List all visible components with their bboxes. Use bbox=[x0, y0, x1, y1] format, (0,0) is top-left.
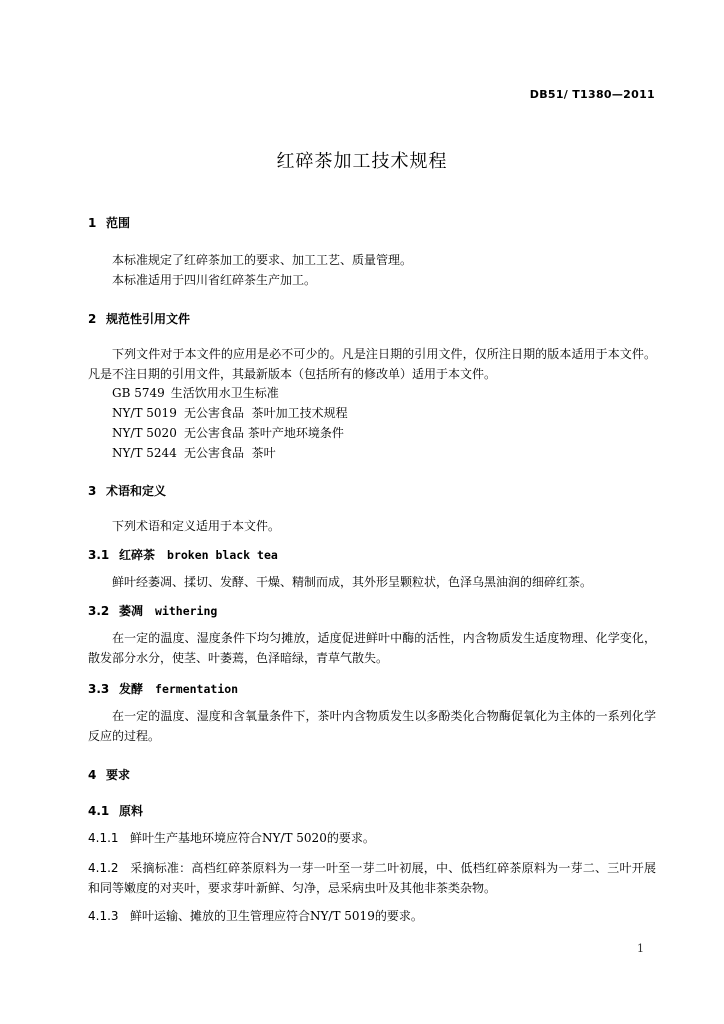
page-number: 1 bbox=[637, 942, 644, 955]
clause-number: 4.1.2 bbox=[88, 861, 119, 875]
term-3-2-heading bbox=[88, 602, 217, 619]
reference-code: GB 5749 bbox=[112, 386, 165, 400]
section-3-heading bbox=[88, 482, 166, 499]
section-title: 要求 bbox=[106, 768, 131, 782]
subsection-title: 原料 bbox=[119, 804, 144, 818]
clause-text: 鲜叶生产基地环境应符合NY/T 5020的要求。 bbox=[130, 831, 375, 845]
section-number: 1 bbox=[88, 216, 97, 230]
clause-number: 4.1.1 bbox=[88, 831, 119, 845]
section-number: 3 bbox=[88, 484, 97, 498]
section-title: 规范性引用文件 bbox=[106, 312, 191, 326]
document-code: DB51/ T1380—2011 bbox=[529, 88, 655, 101]
term-number: 3.2 bbox=[88, 604, 110, 618]
term-number: 3.1 bbox=[88, 548, 110, 562]
clause-text: 采摘标准：高档红碎茶原料为一芽一叶至一芽二叶初展，中、低档红碎茶原料为一芽二、三叶开展和同等嫩度的对夹叶，要求芽叶新鲜、匀净，忌采病虫叶及其他非茶类杂物。 bbox=[88, 861, 656, 895]
section-1-heading bbox=[88, 214, 130, 231]
term-definition: 在一定的温度、湿度条件下均匀摊放，适度促进鲜叶中酶的活性，内含物质发生适度物理、化学变化，散发部分水分，使茎、叶萎蔫，色泽暗绿，青草气散失。 bbox=[88, 631, 656, 665]
paragraph: 下列文件对于本文件的应用是必不可少的。凡是注日期的引用文件，仅所注日期的版本适用于本文件。凡是不注日期的引用文件，其最新版本（包括所有的修改单）适用于本文件。 bbox=[88, 347, 656, 381]
term-chinese: 发酵 bbox=[119, 682, 144, 696]
term-english: broken black tea bbox=[167, 548, 278, 562]
term-definition: 鲜叶经萎凋、揉切、发酵、干燥、精制而成，其外形呈颗粒状，色泽乌黑油润的细碎红茶。 bbox=[112, 575, 593, 589]
clause-4-1-2 bbox=[88, 858, 656, 898]
section-title: 术语和定义 bbox=[106, 484, 167, 498]
clause-text: 鲜叶运输、摊放的卫生管理应符合NY/T 5019的要求。 bbox=[130, 909, 423, 923]
section-4-heading bbox=[88, 766, 130, 783]
term-3-3-heading bbox=[88, 680, 238, 697]
reference-title: 生活饮用水卫生标准 bbox=[170, 386, 279, 400]
reference-code: NY/T 5019 bbox=[112, 406, 177, 420]
reference-item bbox=[112, 384, 279, 401]
reference-code: NY/T 5244 bbox=[112, 446, 177, 460]
paragraph: 下列术语和定义适用于本文件。 bbox=[112, 519, 281, 533]
reference-item bbox=[112, 404, 348, 421]
document-title: 红碎茶加工技术规程 bbox=[276, 151, 448, 172]
term-3-1-heading bbox=[88, 546, 278, 563]
term-number: 3.3 bbox=[88, 682, 110, 696]
reference-title: 无公害食品 茶叶产地环境条件 bbox=[184, 426, 344, 440]
paragraph: 本标准规定了红碎茶加工的要求、加工工艺、质量管理。 bbox=[112, 253, 413, 267]
clause-4-1-3 bbox=[88, 906, 656, 926]
reference-item bbox=[112, 424, 344, 441]
term-english: fermentation bbox=[155, 682, 239, 696]
clause-number: 4.1.3 bbox=[88, 909, 119, 923]
section-number: 2 bbox=[88, 312, 97, 326]
term-chinese: 萎凋 bbox=[119, 604, 144, 618]
clause-4-1-1 bbox=[88, 828, 656, 848]
section-2-heading bbox=[88, 310, 190, 327]
reference-title: 无公害食品 茶叶加工技术规程 bbox=[184, 406, 348, 420]
paragraph: 本标准适用于四川省红碎茶生产加工。 bbox=[112, 273, 317, 287]
term-definition: 在一定的温度、湿度和含氧量条件下，茶叶内含物质发生以多酚类化合物酶促氧化为主体的一系列化学反应的过程。 bbox=[88, 709, 656, 743]
subsection-number: 4.1 bbox=[88, 804, 110, 818]
section-title: 范围 bbox=[106, 216, 131, 230]
term-english: withering bbox=[155, 604, 218, 618]
section-number: 4 bbox=[88, 768, 97, 782]
reference-title: 无公害食品 茶叶 bbox=[184, 446, 276, 460]
reference-code: NY/T 5020 bbox=[112, 426, 177, 440]
subsection-4-1-heading bbox=[88, 802, 143, 819]
term-chinese: 红碎茶 bbox=[119, 548, 156, 562]
reference-item bbox=[112, 444, 276, 461]
